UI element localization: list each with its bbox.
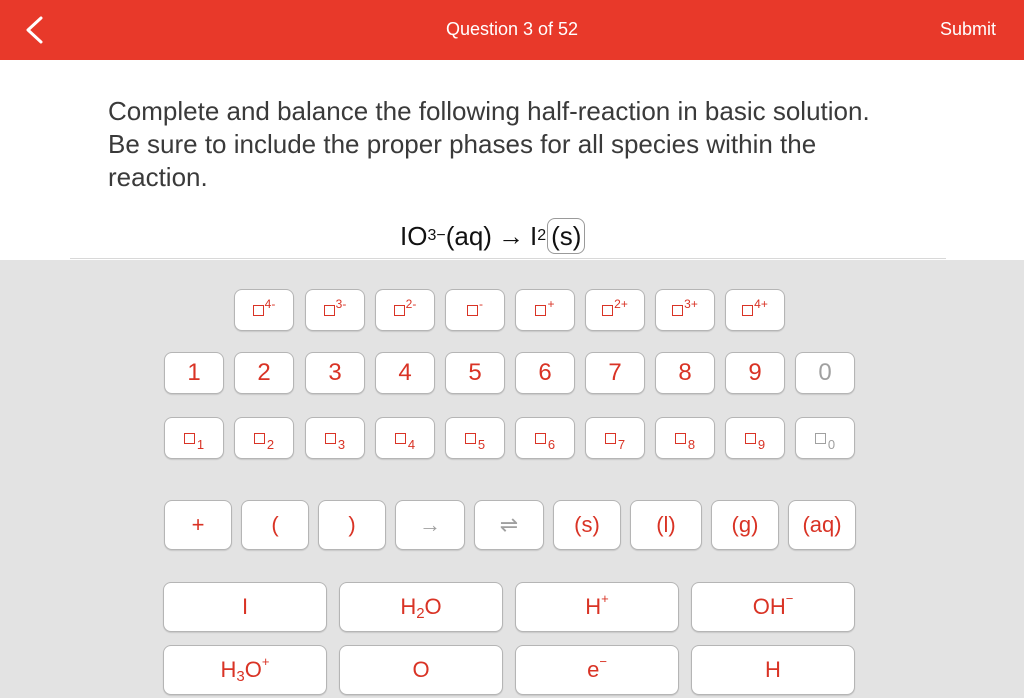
- hydronium-key[interactable]: H 3 O +: [163, 645, 327, 695]
- hydroxide-key[interactable]: OH −: [691, 582, 855, 632]
- plus-key[interactable]: +: [164, 500, 232, 550]
- placeholder-box-icon: [742, 305, 753, 316]
- charge-3-plus-key[interactable]: 3+: [655, 289, 715, 331]
- placeholder-box-icon: [395, 433, 406, 444]
- placeholder-box-icon: [394, 305, 405, 316]
- placeholder-box-icon: [672, 305, 683, 316]
- number-6-key[interactable]: 6: [515, 352, 575, 394]
- phase-gas-key[interactable]: (g): [711, 500, 779, 550]
- charge-2-plus-key[interactable]: 2+: [585, 289, 645, 331]
- placeholder-box-icon: [324, 305, 335, 316]
- subscript-3-key[interactable]: 3: [305, 417, 365, 459]
- question-prompt: Complete and balance the following half-reaction in basic solution. Be sure to include the proper phases for all species within the reaction.: [108, 96, 870, 192]
- header-bar: [0, 0, 1024, 60]
- placeholder-box-icon: [602, 305, 613, 316]
- hydrogen-key[interactable]: H: [691, 645, 855, 695]
- number-8-key[interactable]: 8: [655, 352, 715, 394]
- number-7-key[interactable]: 7: [585, 352, 645, 394]
- proton-key[interactable]: H +: [515, 582, 679, 632]
- reactant-subscript: 3: [427, 227, 437, 244]
- product-subscript: 2: [537, 227, 547, 244]
- equilibrium-arrow-key[interactable]: ⇌: [474, 500, 544, 550]
- oxygen-key[interactable]: O: [339, 645, 503, 695]
- charge-4-plus-key[interactable]: 4+: [725, 289, 785, 331]
- number-5-key[interactable]: 5: [445, 352, 505, 394]
- open-paren-key[interactable]: (: [241, 500, 309, 550]
- product-phase-input[interactable]: (s): [547, 218, 585, 254]
- divider: [70, 258, 946, 259]
- phase-liquid-key[interactable]: (l): [630, 500, 702, 550]
- number-4-key[interactable]: 4: [375, 352, 435, 394]
- placeholder-box-icon: [184, 433, 195, 444]
- subscript-1-key[interactable]: 1: [164, 417, 224, 459]
- placeholder-box-icon: [253, 305, 264, 316]
- placeholder-box-icon: [815, 433, 826, 444]
- subscript-9-key[interactable]: 9: [725, 417, 785, 459]
- reactant-charge: −: [436, 227, 446, 244]
- charge-plus-key[interactable]: +: [515, 289, 575, 331]
- reactant-phase: (aq): [445, 220, 492, 251]
- subscript-0-key[interactable]: 0: [795, 417, 855, 459]
- electron-key[interactable]: e −: [515, 645, 679, 695]
- number-3-key[interactable]: 3: [305, 352, 365, 394]
- subscript-5-key[interactable]: 5: [445, 417, 505, 459]
- subscript-8-key[interactable]: 8: [655, 417, 715, 459]
- placeholder-box-icon: [535, 433, 546, 444]
- placeholder-box-icon: [605, 433, 616, 444]
- charge-3-minus-key[interactable]: 3-: [305, 289, 365, 331]
- chemistry-keypad: [0, 260, 1024, 698]
- phase-aqueous-key[interactable]: (aq): [788, 500, 856, 550]
- number-1-key[interactable]: 1: [164, 352, 224, 394]
- reaction-arrow: →: [497, 220, 524, 251]
- subscript-7-key[interactable]: 7: [585, 417, 645, 459]
- subscript-6-key[interactable]: 6: [515, 417, 575, 459]
- page-title: Question 3 of 52: [445, 19, 579, 39]
- reaction-arrow-key[interactable]: →: [395, 500, 465, 550]
- placeholder-box-icon: [535, 305, 546, 316]
- water-key[interactable]: H 2 O: [339, 582, 503, 632]
- phase-solid-key[interactable]: (s): [553, 500, 621, 550]
- reactant-formula: IO: [400, 220, 428, 251]
- placeholder-box-icon: [325, 433, 336, 444]
- product-formula: I: [529, 220, 538, 251]
- close-paren-key[interactable]: ): [318, 500, 386, 550]
- placeholder-box-icon: [465, 433, 476, 444]
- number-2-key[interactable]: 2: [234, 352, 294, 394]
- submit-button[interactable]: Submit: [939, 19, 996, 39]
- subscript-4-key[interactable]: 4: [375, 417, 435, 459]
- back-button[interactable]: [14, 10, 54, 50]
- placeholder-box-icon: [467, 305, 478, 316]
- number-9-key[interactable]: 9: [725, 352, 785, 394]
- charge-minus-key[interactable]: -: [445, 289, 505, 331]
- charge-4-minus-key[interactable]: 4-: [234, 289, 294, 331]
- iodine-key[interactable]: I: [163, 582, 327, 632]
- chevron-left-icon: [23, 15, 45, 45]
- placeholder-box-icon: [254, 433, 265, 444]
- subscript-2-key[interactable]: 2: [234, 417, 294, 459]
- placeholder-box-icon: [745, 433, 756, 444]
- placeholder-box-icon: [675, 433, 686, 444]
- charge-2-minus-key[interactable]: 2-: [375, 289, 435, 331]
- reaction-equation: [400, 216, 585, 256]
- number-0-key[interactable]: 0: [795, 352, 855, 394]
